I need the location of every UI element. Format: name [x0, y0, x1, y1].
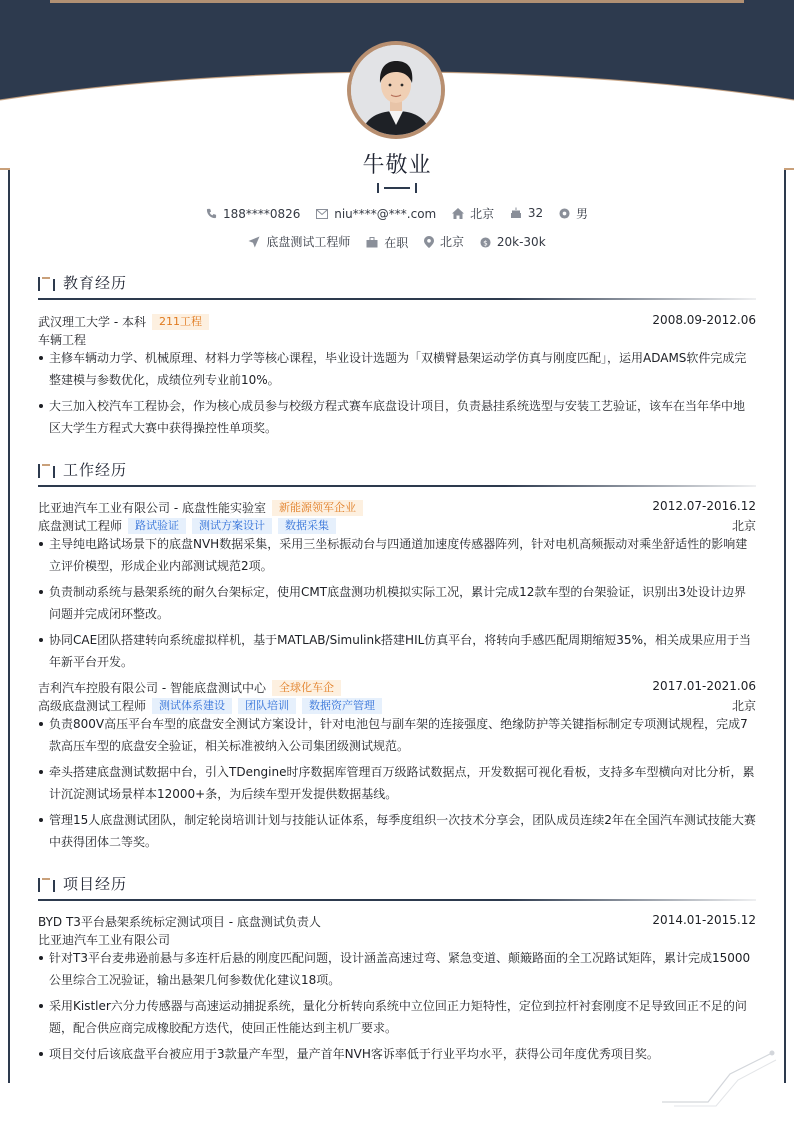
list-item: 项目交付后该底盘平台被应用于3款量产车型，量产首年NVH客诉率低于行业平均水平，获得公司年度优秀项目奖。 — [38, 1043, 756, 1065]
education-header — [38, 313, 756, 331]
education-title: 教育经历 — [63, 274, 128, 292]
company-name: 吉利汽车控股有限公司 - 智能底盘测试中心 — [38, 681, 266, 695]
gender-icon — [559, 208, 570, 219]
avatar-photo — [351, 45, 441, 135]
project-title: BYD T3平台悬架系统标定测试项目 - 底盘测试负责人 — [38, 915, 321, 929]
work-city: 北京 — [731, 699, 756, 713]
project-1-header — [38, 913, 756, 931]
status-item — [366, 234, 408, 251]
money-icon — [480, 237, 491, 248]
work-period: 2012.07-2016.12 — [652, 499, 756, 513]
projects-section-title — [38, 873, 756, 899]
work-title: 工作经历 — [63, 461, 128, 479]
company-name: 比亚迪汽车工业有限公司 - 底盘性能实验室 — [38, 501, 266, 515]
skill-tag: 团队培训 — [238, 698, 296, 714]
phone-item — [206, 207, 300, 221]
age-item — [510, 206, 543, 220]
mail-icon — [316, 209, 328, 219]
section-rule — [38, 485, 756, 487]
education-period: 2008.09-2012.06 — [652, 313, 756, 327]
list-item: 管理15人底盘测试团队，制定轮岗培训计划与技能认证体系，每季度组织一次技术分享会，团队成员连续2年在全国汽车测试技能大赛中获得团体二等奖。 — [38, 809, 756, 853]
phone-text: 188****0826 — [222, 206, 301, 221]
hometown-item — [452, 205, 494, 222]
avatar — [347, 41, 445, 139]
skill-tag: 数据采集 — [278, 518, 336, 534]
salary-text: 20k-30k — [496, 235, 546, 249]
hometown-text: 北京 — [470, 207, 495, 221]
skill-tag: 测试体系建设 — [152, 698, 232, 714]
city-item — [424, 233, 464, 250]
list-item: 大三加入校汽车工程协会，作为核心成员参与校级方程式赛车底盘设计项目，负责悬挂系统选型与安装工艺验证，该车在当年华中地区大学生方程式大赛中获得操控性单项奖。 — [38, 395, 756, 439]
email-item — [316, 207, 436, 221]
list-item: 负责800V高压平台车型的底盘安全测试方案设计，针对电池包与副车架的连接强度、绝缘防护等关键指标制定专项测试规程，完成7款高压车型的底盘安全验证，相关标准被纳入公司集团级测试规范。 — [38, 713, 756, 757]
list-item: 主导纯电路试场景下的底盘NVH数据采集，采用三坐标振动台与四通道加速度传感器阵列，针对电机高频振动对乘坐舒适性的影响建立评价模型，形成企业内部测试规范2项。 — [38, 533, 756, 577]
salary-item — [480, 235, 546, 249]
home-icon — [452, 208, 464, 219]
section-rule — [38, 899, 756, 901]
education-bullets — [38, 347, 756, 443]
cake-icon — [510, 207, 522, 219]
gender-text: 男 — [576, 207, 589, 221]
work-period: 2017.01-2021.06 — [652, 679, 756, 693]
work-2-header — [38, 679, 756, 697]
project-period: 2014.01-2015.12 — [652, 913, 756, 927]
list-item: 负责制动系统与悬架系统的耐久台架标定，使用CMT底盘测功机模拟实际工况，累计完成12款车型的台架验证，识别出3处设计边界问题并完成闭环整改。 — [38, 581, 756, 625]
skill-tag: 数据资产管理 — [302, 698, 382, 714]
school-name: 武汉理工大学 - 本科 — [38, 315, 146, 329]
job-intent-row — [0, 233, 794, 251]
svg-text:$: $ — [483, 237, 488, 247]
work-2-bullets — [38, 713, 756, 857]
list-item: 采用Kistler六分力传感器与高速运动捕捉系统，量化分析转向系统中立位回正力矩特性，定位到拉杆衬套刚度不足导致回正不足的问题，配合供应商完成橡胶配方迭代，使回正性能达到主机厂要求。 — [38, 995, 756, 1039]
skill-tag: 测试方案设计 — [192, 518, 272, 534]
skill-tag: 路试验证 — [128, 518, 186, 534]
section-mark-icon — [38, 878, 56, 892]
project-1-bullets — [38, 947, 756, 1069]
gender-item — [559, 205, 588, 222]
company-tag: 全球化车企 — [272, 680, 341, 696]
left-border-line — [8, 168, 10, 1083]
job-role: 高级底盘测试工程师 — [38, 699, 147, 713]
name-divider — [377, 183, 417, 193]
right-border-line — [784, 168, 786, 1083]
phone-icon — [206, 208, 217, 219]
job-role: 底盘测试工程师 — [38, 519, 123, 533]
send-icon — [248, 236, 260, 248]
education-section-title — [38, 272, 756, 298]
city-text: 北京 — [440, 235, 465, 249]
location-icon — [424, 236, 434, 248]
age-text: 32 — [527, 206, 544, 220]
list-item: 主修车辆动力学、机械原理、材料力学等核心课程，毕业设计选题为「双横臂悬架运动学仿真与刚度匹配」，运用ADAMS软件完成完整建模与参数优化，成绩位列专业前10%。 — [38, 347, 756, 391]
candidate-name: 牛敬业 — [362, 153, 432, 178]
work-1-bullets — [38, 533, 756, 677]
corner-decoration — [660, 1048, 780, 1108]
contact-row — [0, 205, 794, 222]
school-tag: 211工程 — [152, 314, 209, 330]
status-text: 在职 — [384, 235, 409, 250]
section-mark-icon — [38, 277, 56, 291]
position-item — [248, 233, 350, 250]
section-rule — [38, 298, 756, 300]
email-text: niu****@***.com — [334, 207, 437, 221]
work-city: 北京 — [731, 519, 756, 533]
work-1-header — [38, 499, 756, 517]
list-item: 针对T3平台麦弗逊前悬与多连杆后悬的刚度匹配问题，设计涵盖高速过弯、紧急变道、颠簸路面的全工况路试矩阵，累计完成15000公里综合工况验证，输出悬架几何参数优化建议18项。 — [38, 947, 756, 991]
list-item: 牵头搭建底盘测试数据中台，引入TDengine时序数据库管理百万级路试数据点，开发数据可视化看板，支持多车型横向对比分析，累计沉淀测试场景样本12000+条，为后续车型开发提供数据基线。 — [38, 761, 756, 805]
major: 车辆工程 — [38, 333, 87, 347]
project-org: 比亚迪汽车工业有限公司 — [38, 933, 171, 947]
briefcase-icon — [366, 237, 378, 248]
company-tag: 新能源领军企业 — [272, 500, 363, 516]
list-item: 协同CAE团队搭建转向系统虚拟样机，基于MATLAB/Simulink搭建HIL仿真平台，将转向手感匹配周期缩短35%，相关成果应用于当年新平台开发。 — [38, 629, 756, 673]
work-section-title — [38, 459, 756, 485]
section-mark-icon — [38, 464, 56, 478]
position-text: 底盘测试工程师 — [266, 235, 351, 249]
projects-title: 项目经历 — [63, 875, 128, 893]
